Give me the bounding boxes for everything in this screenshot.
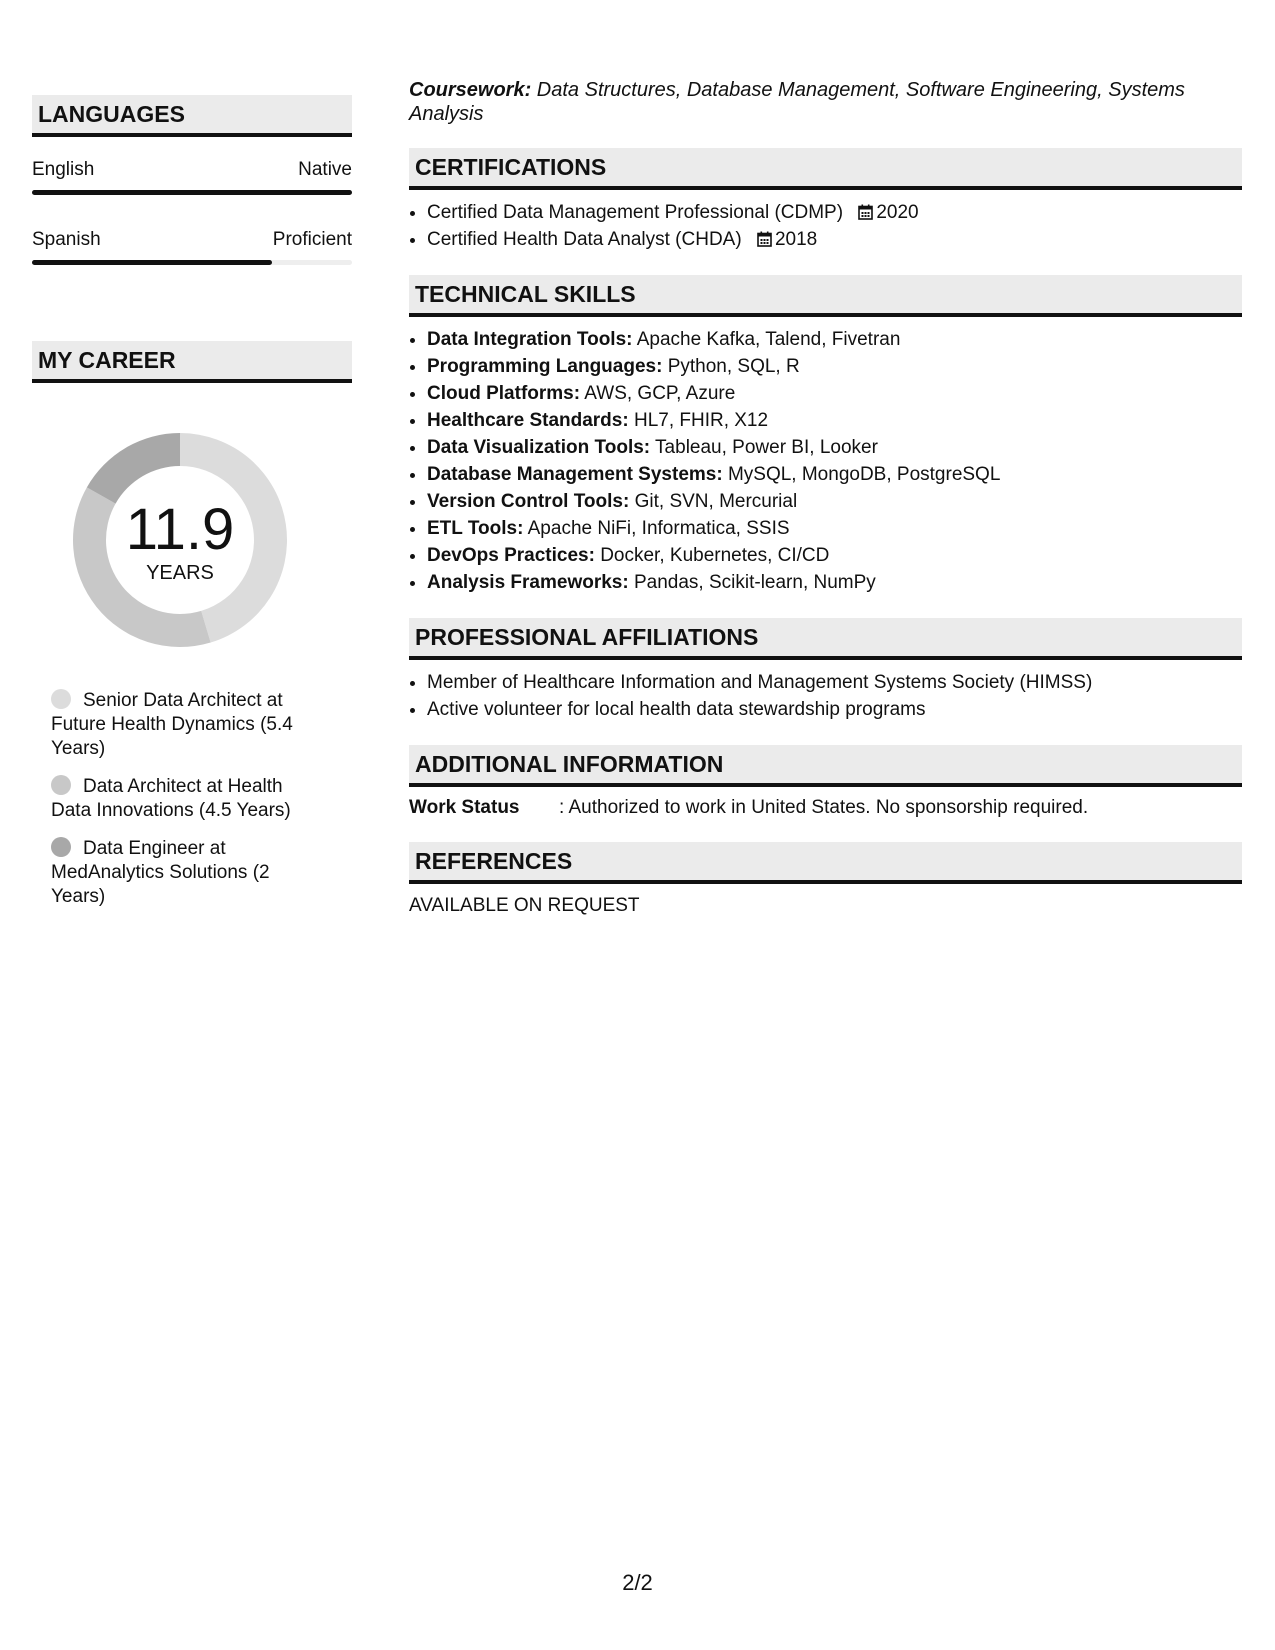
career-heading: MY CAREER bbox=[32, 341, 352, 383]
skill-item bbox=[427, 488, 1242, 515]
references-section bbox=[409, 842, 1242, 918]
skill-item bbox=[427, 569, 1242, 596]
skill-item bbox=[427, 380, 1242, 407]
coursework-text: Data Structures, Database Management, Software Engineering, Systems Analysis bbox=[409, 79, 1185, 125]
skill-value: Apache Kafka, Talend, Fivetran bbox=[632, 329, 901, 350]
career-legend bbox=[51, 689, 311, 909]
skill-item bbox=[427, 353, 1242, 380]
skill-value: Docker, Kubernetes, CI/CD bbox=[594, 545, 830, 566]
skill-value: HL7, FHIR, X12 bbox=[628, 410, 769, 431]
certification-name: Certified Data Management Professional (CDMP) bbox=[427, 202, 844, 223]
skill-value: Git, SVN, Mercurial bbox=[629, 491, 798, 512]
skill-item bbox=[427, 326, 1242, 353]
legend-swatch bbox=[51, 775, 71, 795]
skill-item bbox=[427, 407, 1242, 434]
skill-label: DevOps Practices: bbox=[427, 545, 595, 566]
technical-skills-section bbox=[409, 275, 1242, 596]
affiliation-item: • Active volunteer for local health data stewardship programs bbox=[427, 696, 1242, 723]
legend-label: Data Engineer at MedAnalytics Solutions (2 Years) bbox=[51, 838, 270, 907]
skill-label: Version Control Tools: bbox=[427, 491, 630, 512]
language-level-fill bbox=[32, 190, 352, 195]
left-column bbox=[32, 95, 352, 923]
coursework-label: Coursework: bbox=[409, 79, 532, 101]
language-name: English bbox=[32, 159, 95, 180]
certification-item bbox=[427, 226, 1242, 253]
page-number: 2/2 bbox=[622, 1570, 653, 1595]
references-heading: REFERENCES bbox=[409, 842, 1242, 884]
language-item bbox=[32, 159, 352, 195]
technical-skills-heading: TECHNICAL SKILLS bbox=[409, 275, 1242, 317]
certification-item bbox=[427, 199, 1242, 226]
skill-label: Programming Languages: bbox=[427, 356, 663, 377]
skill-label: Analysis Frameworks: bbox=[427, 572, 629, 593]
legend-item bbox=[51, 689, 311, 761]
language-level: Proficient bbox=[272, 229, 352, 250]
career-years-unit: YEARS bbox=[146, 562, 214, 584]
skill-value: Apache NiFi, Informatica, SSIS bbox=[523, 518, 790, 539]
right-column bbox=[409, 78, 1242, 918]
affiliations-section bbox=[409, 618, 1242, 723]
work-status-value: : Authorized to work in United States. No sponsorship required. bbox=[559, 797, 1089, 818]
legend-label: Data Architect at Health Data Innovations (4.5 Years) bbox=[51, 776, 291, 821]
language-level-fill bbox=[32, 260, 272, 265]
coursework bbox=[409, 78, 1242, 126]
language-item bbox=[32, 229, 352, 265]
certification-year: 2018 bbox=[774, 229, 818, 250]
calendar-icon bbox=[757, 231, 772, 247]
skill-value: AWS, GCP, Azure bbox=[580, 383, 736, 404]
references-text: AVAILABLE ON REQUEST bbox=[409, 895, 640, 916]
skill-item bbox=[427, 542, 1242, 569]
skill-label: Data Integration Tools: bbox=[427, 329, 633, 350]
skill-label: Database Management Systems: bbox=[427, 464, 723, 485]
legend-swatch bbox=[51, 689, 71, 709]
language-level-bar bbox=[32, 260, 352, 265]
skill-value: Pandas, Scikit-learn, NumPy bbox=[628, 572, 876, 593]
legend-item bbox=[51, 837, 311, 909]
legend-item bbox=[51, 775, 311, 823]
certification-name: Certified Health Data Analyst (CHDA) bbox=[427, 229, 742, 250]
skill-value: Tableau, Power BI, Looker bbox=[650, 437, 878, 458]
language-name: Spanish bbox=[32, 229, 101, 250]
donut-slice bbox=[87, 433, 180, 504]
languages-heading: LANGUAGES bbox=[32, 95, 352, 137]
career-total-years: 11.9 bbox=[125, 497, 235, 562]
legend-label: Senior Data Architect at Future Health Dynamics (5.4 Years) bbox=[51, 690, 293, 759]
certifications-section bbox=[409, 148, 1242, 253]
skill-label: Cloud Platforms: bbox=[427, 383, 581, 404]
skill-item bbox=[427, 434, 1242, 461]
skill-label: Data Visualization Tools: bbox=[427, 437, 651, 458]
affiliations-heading: PROFESSIONAL AFFILIATIONS bbox=[409, 618, 1242, 660]
additional-info-section bbox=[409, 745, 1242, 820]
certifications-heading: CERTIFICATIONS bbox=[409, 148, 1242, 190]
language-level-bar bbox=[32, 190, 352, 195]
legend-swatch bbox=[51, 837, 71, 857]
skill-label: Healthcare Standards: bbox=[427, 410, 629, 431]
skill-value: MySQL, MongoDB, PostgreSQL bbox=[722, 464, 1001, 485]
work-status-row bbox=[409, 796, 1242, 820]
skill-value: Python, SQL, R bbox=[662, 356, 800, 377]
additional-info-heading: ADDITIONAL INFORMATION bbox=[409, 745, 1242, 787]
language-level: Native bbox=[298, 159, 352, 180]
certification-year: 2020 bbox=[876, 202, 919, 223]
affiliation-item: • Member of Healthcare Information and Management Systems Society (HIMSS) bbox=[427, 669, 1242, 696]
skill-item bbox=[427, 461, 1242, 488]
skill-item bbox=[427, 515, 1242, 542]
calendar-icon bbox=[858, 204, 873, 220]
career-donut-chart bbox=[67, 427, 293, 653]
skill-label: ETL Tools: bbox=[427, 518, 524, 539]
work-status-label: Work Status bbox=[409, 797, 520, 818]
